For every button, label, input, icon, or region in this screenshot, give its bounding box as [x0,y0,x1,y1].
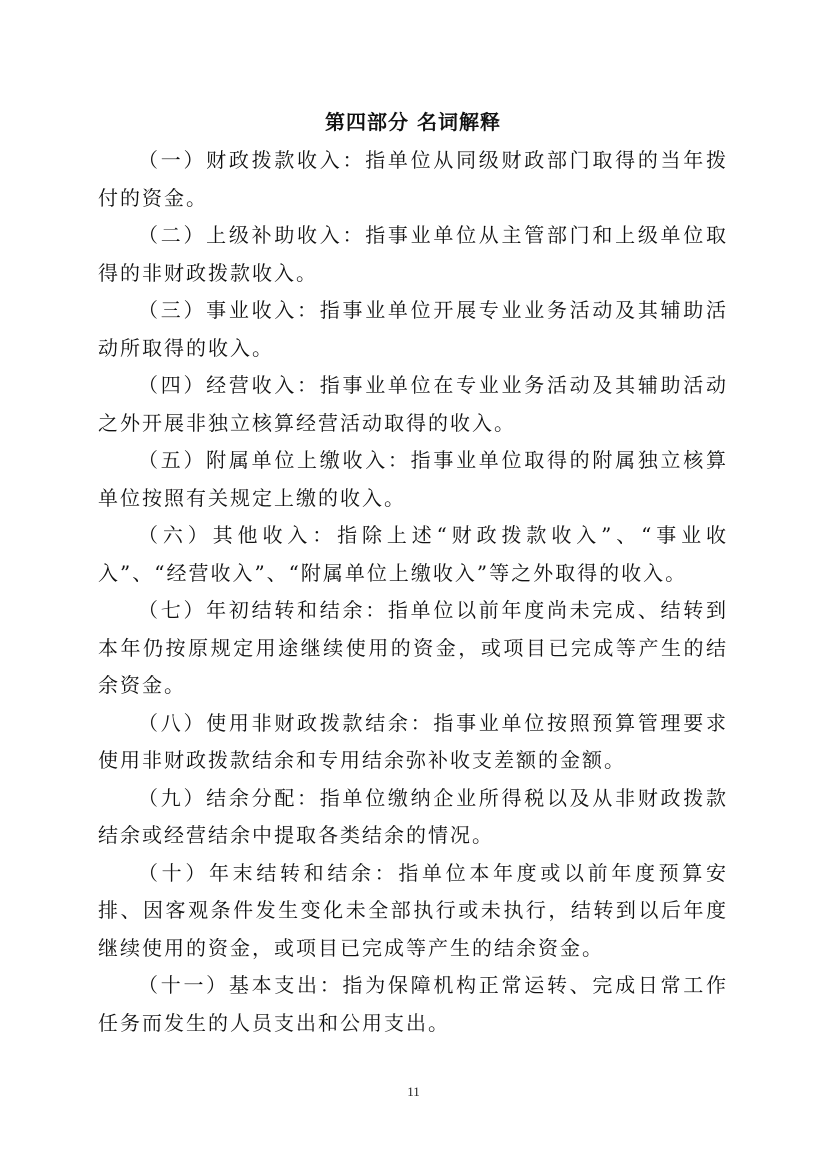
definition-paragraph-1: （一）财政拨款收入：指单位从同级财政部门取得的当年拨付的资金。 [98,148,728,210]
definition-paragraph-5: （五）附属单位上缴收入：指事业单位取得的附属独立核算单位按照有关规定上缴的收入。 [98,448,728,510]
definition-paragraph-10: （十）年末结转和结余：指单位本年度或以前年度预算安排、因客观条件发生变化未全部执行或未执行，结转到以后年度继续使用的资金，或项目已完成等产生的结余资金。 [98,860,728,960]
definition-paragraph-2: （二）上级补助收入：指事业单位从主管部门和上级单位取得的非财政拨款收入。 [98,223,728,285]
definition-paragraph-3: （三）事业收入：指事业单位开展专业业务活动及其辅助活动所取得的收入。 [98,298,728,360]
definition-paragraph-7: （七）年初结转和结余：指单位以前年度尚未完成、结转到本年仍按原规定用途继续使用的资金，或项目已完成等产生的结余资金。 [98,598,728,697]
definition-paragraph-4: （四）经营收入：指事业单位在专业业务活动及其辅助活动之外开展非独立核算经营活动取得的收入。 [98,373,728,435]
document-page [98,104,728,1042]
definition-paragraph-6: （六）其他收入：指除上述“财政拨款收入”、“事业收入”、“经营收入”、“附属单位上缴收入”等之外取得的收入。 [98,523,728,585]
section-title: 第四部分 名词解释 [325,110,501,134]
definition-paragraph-8: （八）使用非财政拨款结余：指事业单位按照预算管理要求使用非财政拨款结余和专用结余弥补收支差额的金额。 [98,710,728,772]
page-number: 11 [407,1084,420,1099]
definition-paragraph-9: （九）结余分配：指单位缴纳企业所得税以及从非财政拨款结余或经营结余中提取各类结余的情况。 [98,785,728,847]
definition-paragraph-11: （十一）基本支出：指为保障机构正常运转、完成日常工作任务而发生的人员支出和公用支出。 [98,973,728,1035]
